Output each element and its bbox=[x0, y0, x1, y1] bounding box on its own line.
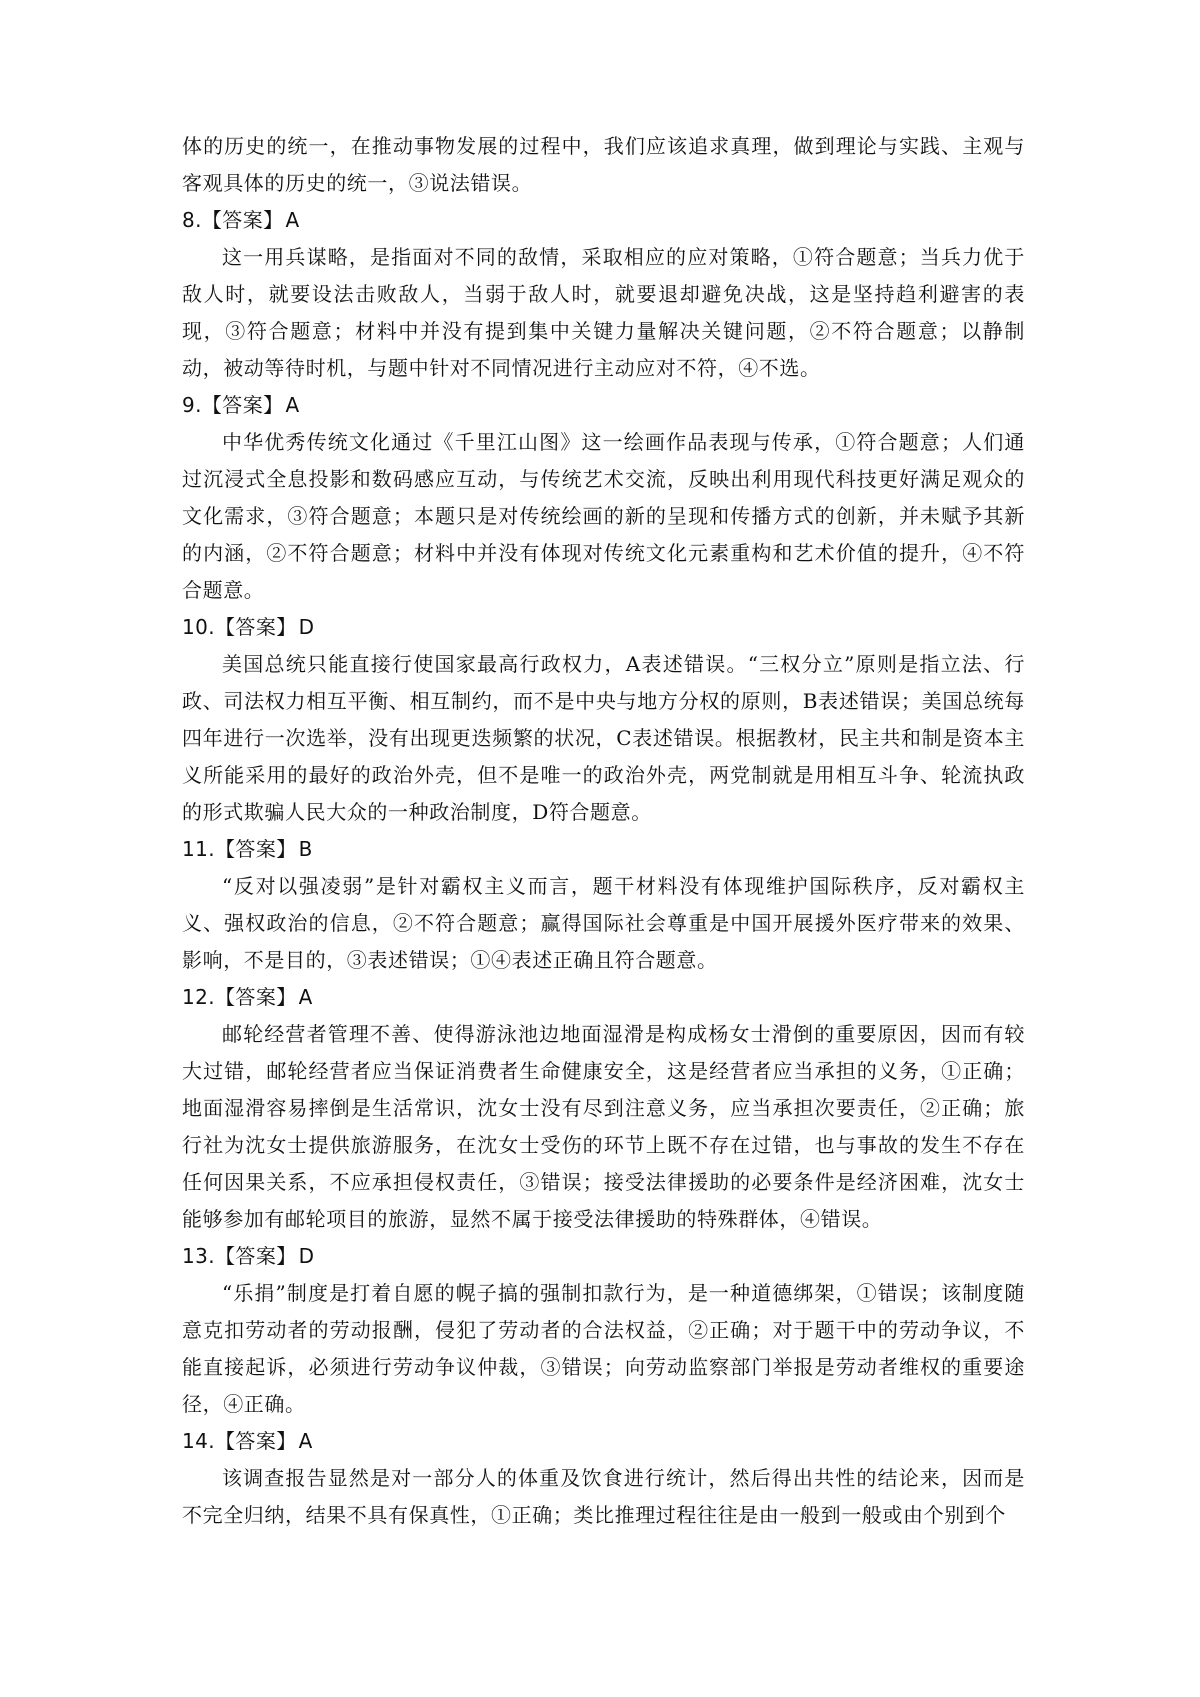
answer-tag: 【答案】 bbox=[215, 1244, 297, 1268]
answer-tag: 【答案】 bbox=[201, 208, 284, 232]
question-number: 8. bbox=[182, 208, 202, 232]
answer-key: A bbox=[285, 393, 300, 417]
answer-heading bbox=[182, 387, 1025, 424]
answer-key: A bbox=[285, 208, 300, 232]
answer-item-8 bbox=[182, 202, 1025, 387]
answer-key: A bbox=[298, 1429, 313, 1453]
answer-explanation: “反对以强凌弱”是针对霸权主义而言，题干材料没有体现维护国际秩序，反对霸权主义、强权政治的信息，②不符合题意；赢得国际社会尊重是中国开展援外医疗带来的效果、影响，不是目的，③表述错误；①④表述正确且符合题意。 bbox=[182, 874, 1025, 972]
answer-item-13 bbox=[182, 1238, 1025, 1423]
answer-heading bbox=[182, 979, 1025, 1016]
answer-tag: 【答案】 bbox=[215, 837, 297, 861]
answer-explanation: 邮轮经营者管理不善、使得游泳池边地面湿滑是构成杨女士滑倒的重要原因，因而有较大过错，邮轮经营者应当保证消费者生命健康安全，这是经营者应当承担的义务，①正确；地面湿滑容易摔倒是生活常识，沈女士没有尽到注意义务，应当承担次要责任，②正确；旅行社为沈女士提供旅游服务，在沈女士受伤的环节上既不存在过错，也与事故的发生不存在任何因果关系，不应承担侵权责任，③错误；接受法律援助的必要条件是经济困难，沈女士能够参加有邮轮项目的旅游，显然不属于接受法律援助的特殊群体，④错误。 bbox=[182, 1022, 1025, 1231]
answer-key: A bbox=[298, 985, 313, 1009]
continuation-paragraph: 体的历史的统一，在推动事物发展的过程中，我们应该追求真理，做到理论与实践、主观与客观具体的历史的统一，③说法错误。 bbox=[182, 134, 1025, 195]
answer-heading bbox=[182, 202, 1025, 239]
answer-key: D bbox=[298, 615, 315, 639]
answer-item-12 bbox=[182, 979, 1025, 1238]
answer-explanation: 美国总统只能直接行使国家最高行政权力，A表述错误。“三权分立”原则是指立法、行政、司法权力相互平衡、相互制约，而不是中央与地方分权的原则，B表述错误；美国总统每四年进行一次选举，没有出现更迭频繁的状况，C表述错误。根据教材，民主共和制是资本主义所能采用的最好的政治外壳，但不是唯一的政治外壳，两党制就是用相互斗争、轮流执政的形式欺骗人民大众的一种政治制度，D符合题意。 bbox=[182, 652, 1025, 824]
answer-tag: 【答案】 bbox=[215, 1429, 297, 1453]
question-number: 14. bbox=[182, 1429, 216, 1453]
answer-item-10 bbox=[182, 609, 1025, 831]
answer-key: D bbox=[298, 1244, 315, 1268]
question-number: 10. bbox=[182, 615, 216, 639]
answer-heading bbox=[182, 609, 1025, 646]
answer-key: B bbox=[298, 837, 313, 861]
answer-tag: 【答案】 bbox=[215, 985, 297, 1009]
answer-explanation: 该调查报告显然是对一部分人的体重及饮食进行统计，然后得出共性的结论来，因而是不完全归纳，结果不具有保真性，①正确；类比推理过程往往是由一般到一般或由个别到个 bbox=[182, 1466, 1025, 1527]
question-number: 12. bbox=[182, 985, 216, 1009]
answer-explanation: “乐捐”制度是打着自愿的幌子搞的强制扣款行为，是一种道德绑架，①错误；该制度随意克扣劳动者的劳动报酬，侵犯了劳动者的合法权益，②正确；对于题干中的劳动争议，不能直接起诉，必须进行劳动争议仲裁，③错误；向劳动监察部门举报是劳动者维权的重要途径，④正确。 bbox=[182, 1281, 1025, 1416]
answer-heading bbox=[182, 1423, 1025, 1460]
answer-tag: 【答案】 bbox=[201, 393, 284, 417]
question-number: 9. bbox=[182, 393, 202, 417]
question-number: 11. bbox=[182, 837, 216, 861]
answer-explanation: 中华优秀传统文化通过《千里江山图》这一绘画作品表现与传承，①符合题意；人们通过沉浸式全息投影和数码感应互动，与传统艺术交流，反映出利用现代科技更好满足观众的文化需求，③符合题意；本题只是对传统绘画的新的呈现和传播方式的创新，并未赋予其新的内涵，②不符合题意；材料中并没有体现对传统文化元素重构和艺术价值的提升，④不符合题意。 bbox=[182, 430, 1025, 602]
answer-heading bbox=[182, 1238, 1025, 1275]
answer-heading bbox=[182, 831, 1025, 868]
answer-item-9 bbox=[182, 387, 1025, 609]
answer-tag: 【答案】 bbox=[215, 615, 297, 639]
answer-item-14 bbox=[182, 1423, 1025, 1534]
answer-item-11 bbox=[182, 831, 1025, 979]
answer-explanation: 这一用兵谋略，是指面对不同的敌情，采取相应的应对策略，①符合题意；当兵力优于敌人时，就要设法击败敌人，当弱于敌人时，就要退却避免决战，这是坚持趋利避害的表现，③符合题意；材料中并没有提到集中关键力量解决关键问题，②不符合题意；以静制动，被动等待时机，与题中针对不同情况进行主动应对不符，④不选。 bbox=[182, 245, 1025, 380]
question-number: 13. bbox=[182, 1244, 216, 1268]
